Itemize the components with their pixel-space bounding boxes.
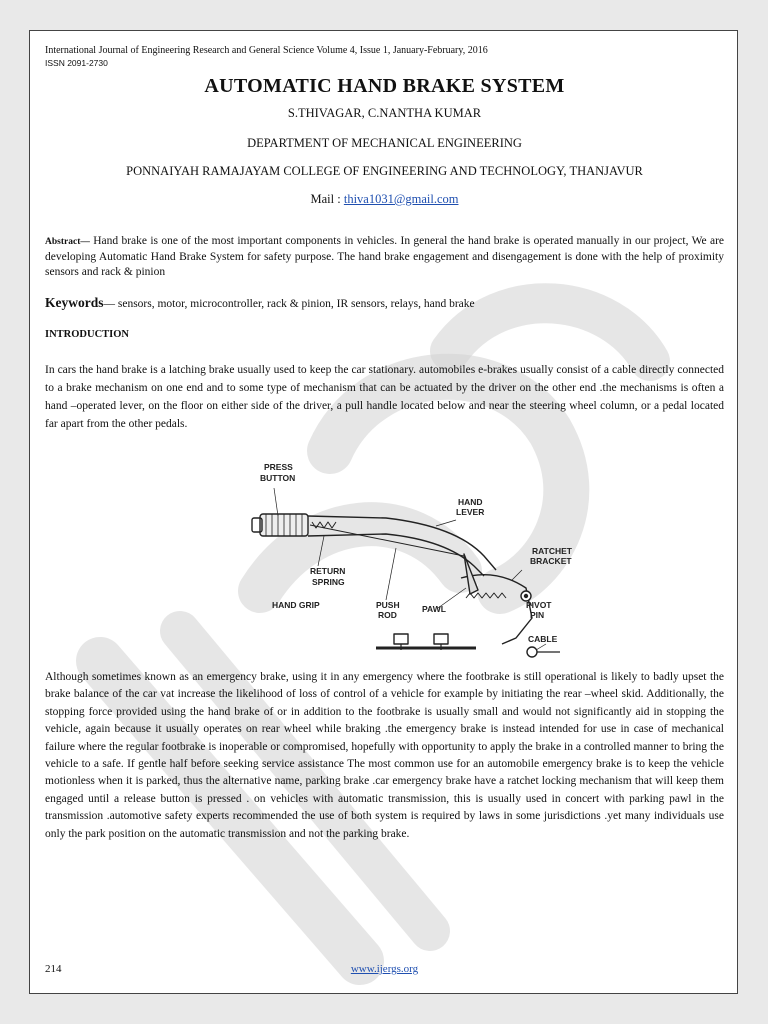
- abstract-label: Abstract—: [45, 237, 90, 247]
- label-return: RETURN: [310, 566, 346, 576]
- label-spring: SPRING: [312, 577, 345, 587]
- label-lever: LEVER: [456, 507, 485, 517]
- issn: ISSN 2091-2730: [45, 58, 108, 68]
- label-cable: CABLE: [528, 634, 558, 644]
- paper-title: AUTOMATIC HAND BRAKE SYSTEM: [204, 75, 565, 97]
- label-hand: HAND: [458, 497, 483, 507]
- label-press: PRESS: [264, 462, 293, 472]
- label-pawl: PAWL: [422, 604, 446, 614]
- keywords-text: — sensors, motor, microcontroller, rack & pinion, IR sensors, relays, hand brake: [103, 298, 475, 310]
- label-push: PUSH: [376, 600, 400, 610]
- hand-brake-diagram: [226, 448, 572, 658]
- mail-label: Mail :: [310, 192, 344, 206]
- label-pin: PIN: [530, 610, 545, 620]
- footer-url-link[interactable]: www.ijergs.org: [350, 963, 419, 975]
- college: PONNAIYAH RAMAJAYAM COLLEGE OF ENGINEERING AND TECHNOLOGY, THANJAVUR: [126, 164, 643, 178]
- abstract: [45, 234, 724, 280]
- journal-header: International Journal of Engineering Research and General Science Volume 4, Issue 1, January-February, 2016: [45, 45, 488, 56]
- page-number: 214: [45, 963, 62, 975]
- label-ratchet: RATCHET: [532, 546, 572, 556]
- paper-page: [29, 30, 738, 994]
- authors: S.THIVAGAR, C.NANTHA KUMAR: [287, 106, 482, 120]
- keywords-label: Keywords: [45, 295, 104, 310]
- cable-anchor-shape: [527, 647, 537, 657]
- intro-paragraph-1: In cars the hand brake is a latching brake usually used to keep the car stationary. automobiles e-brakes usually consist of a cable directly connected to a brake mechanism on one end and to some type of mechanism that can be actuated by the driver on the other end .the mechanisms is often a hand –operated lever, on the floor on either side of the driver, a pull handle located below and near the steering wheel column, or a pedal located far apart from the other pedals.: [45, 364, 724, 430]
- pawl-shape: [464, 554, 478, 594]
- label-pivot: PIVOT: [526, 600, 552, 610]
- label-handgrip: HAND GRIP: [272, 600, 320, 610]
- abstract-text: Hand brake is one of the most important components in vehicles. In general the hand brake is operated manually in our project, We are developing Automatic Hand Brake System for safety purpose. The hand brake engagement and disengagement is done with the help of proximity sensors and rack & pinion: [45, 235, 724, 278]
- mail-line: [30, 192, 739, 207]
- label-rod: ROD: [378, 610, 397, 620]
- label-button: BUTTON: [260, 473, 296, 483]
- intro-paragraph-2: Although sometimes known as an emergency brake, using it in any emergency where the footbrake is still operational is likely to badly upset the brake balance of the car vat increase the likelihood of loss of control of a vehicle for example by initiating the rear –wheel skid. Additionally, the stopping force provided using the hand brake of or in addition to the footbrake is usually small and would not significantly aid in stopping the vehicle, again because it usually operates on rear wheel while braking .the emergency brake is instead intended for use in case of mechanical failure where the regular footbrake is inoperable or compromised, hopefully with opportunity to apply the brake in a controlled manner to bring the vehicle to a safe. If gentle half before seeking service assistance The most common use for an automobile emergency brake is to keep the vehicle motionless when it is parked, thus the alternative name, parking brake .car emergency brake have a ratchet locking mechanism that will keep them engaged until a release button is pressed . on vehicles with automatic transmission, this is usually used in concert with parking pawl in the transmission .automotive safety experts recommended the use of both system is required by laws in some jurisdictions .yet many individuals use only the park position on the automatic transmission and not the parking brake.: [45, 671, 724, 840]
- return-spring-shape: [312, 522, 336, 528]
- footer-url: [30, 963, 739, 975]
- section-heading-introduction: INTRODUCTION: [45, 329, 130, 340]
- keywords: [45, 295, 475, 311]
- email-link[interactable]: thiva1031@gmail.com: [343, 192, 459, 206]
- department: DEPARTMENT OF MECHANICAL ENGINEERING: [247, 136, 522, 150]
- label-bracket: BRACKET: [530, 556, 572, 566]
